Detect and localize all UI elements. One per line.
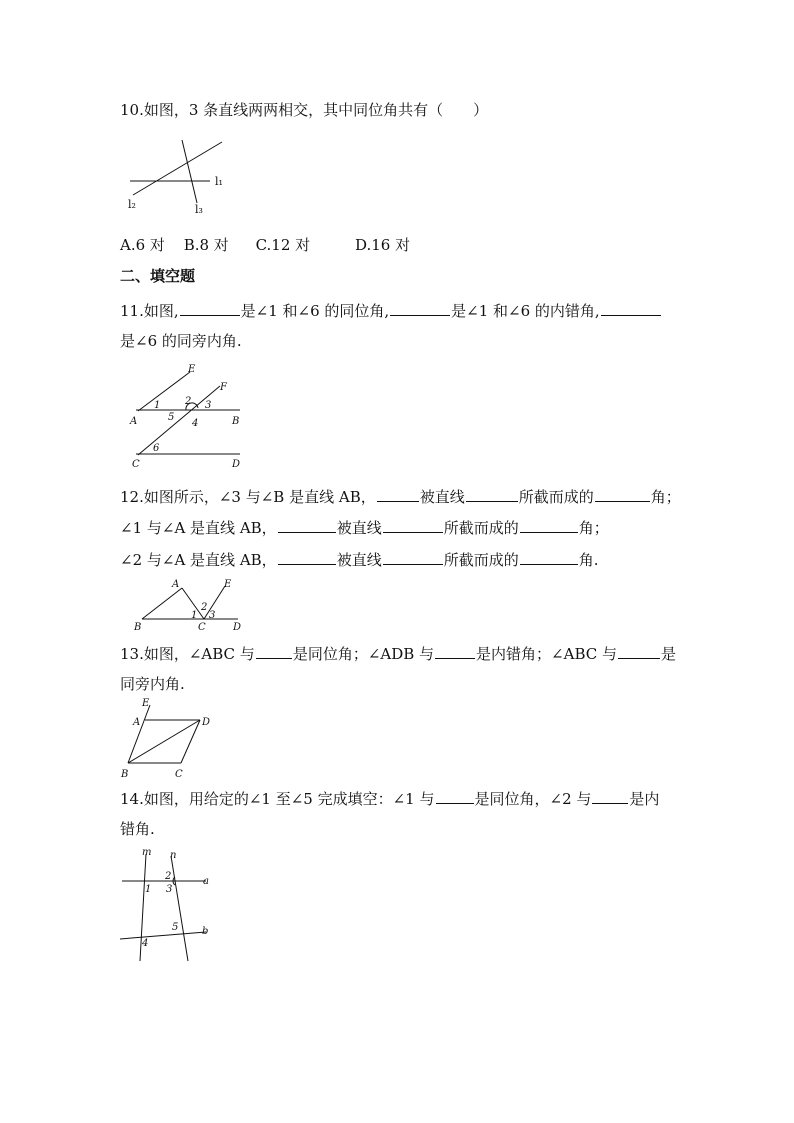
label-n: n xyxy=(170,850,177,861)
q13-seg3: 是 xyxy=(661,645,677,663)
label-a: A xyxy=(133,717,141,728)
q14-seg1: 是同位角，∠2 与 xyxy=(474,790,592,808)
q12-blank-6[interactable] xyxy=(520,517,578,533)
line-eb xyxy=(128,705,150,763)
q12-by-line-3: 被直线 xyxy=(336,551,382,569)
line-n xyxy=(171,856,188,961)
option-d[interactable]: D.16 对 xyxy=(354,236,411,254)
q13-line2: 同旁内角. xyxy=(120,675,185,693)
q11-seg2: 是∠1 和∠6 的内错角, xyxy=(451,302,600,320)
label-e: E xyxy=(224,579,232,590)
q12-blank-5[interactable] xyxy=(383,517,443,533)
angle-3: 3 xyxy=(166,884,173,895)
label-b: B xyxy=(121,769,129,780)
q12-by-line-2: 被直线 xyxy=(336,519,382,537)
label-a: a xyxy=(203,876,209,887)
q14-prefix: 14.如图，用给定的∠1 至∠5 完成填空：∠1 与 xyxy=(120,790,435,808)
q12-cut-3: 所截而成的 xyxy=(443,551,519,569)
q11-line2: 是∠6 的同旁内角. xyxy=(120,332,242,350)
label-m: m xyxy=(142,847,152,858)
q14-line2: 错角. xyxy=(120,820,155,838)
q13-blank-2[interactable] xyxy=(435,643,475,659)
q12-blank-4[interactable] xyxy=(278,517,336,533)
q10-options xyxy=(120,235,410,255)
q12-blank-2[interactable] xyxy=(466,486,518,502)
label-c: C xyxy=(198,622,206,633)
q11-seg1: 是∠1 和∠6 的同位角, xyxy=(240,302,390,320)
label-d: D xyxy=(202,717,211,728)
label-e: E xyxy=(142,698,150,709)
line-l3 xyxy=(182,140,197,203)
label-l2: l₂ xyxy=(128,198,136,211)
line-ba xyxy=(142,588,182,619)
label-d: D xyxy=(233,622,242,633)
q11-blank-2[interactable] xyxy=(390,300,450,316)
q12-line3 xyxy=(120,549,599,570)
q13-blank-3[interactable] xyxy=(618,643,660,659)
q12-blank-3[interactable] xyxy=(595,486,650,502)
angle-1: 1 xyxy=(145,884,152,895)
angle-2: 2 xyxy=(201,602,208,613)
label-b: B xyxy=(134,622,142,633)
q12-end-3: 角. xyxy=(578,551,599,569)
q11-figure xyxy=(128,362,248,474)
label-c: C xyxy=(175,769,183,780)
line-cf xyxy=(138,386,220,455)
q12-cut-1: 所截而成的 xyxy=(518,488,594,506)
q11-blank-1[interactable] xyxy=(180,300,240,316)
label-b: B xyxy=(232,416,240,427)
q12-end-1: 角； xyxy=(650,488,681,506)
angle-5: 5 xyxy=(168,412,175,423)
section-title: 二、填空题 xyxy=(120,267,196,285)
q10-figure xyxy=(125,138,235,218)
q11-blank-3[interactable] xyxy=(601,300,661,316)
label-l1: l₁ xyxy=(215,175,223,188)
label-a: A xyxy=(130,416,138,427)
q12-blank-9[interactable] xyxy=(520,549,578,565)
angle-4: 4 xyxy=(142,938,149,949)
q13-seg2: 是内错角；∠ABC 与 xyxy=(476,645,617,663)
label-a: A xyxy=(172,579,180,590)
q14-line1 xyxy=(120,788,659,809)
q14-blank-1[interactable] xyxy=(436,788,474,804)
line-b xyxy=(120,932,206,939)
q12-line1 xyxy=(120,486,681,507)
option-b[interactable]: B.8 对 xyxy=(183,236,229,254)
q13-line1 xyxy=(120,643,676,664)
angle-3: 3 xyxy=(205,400,212,411)
q12-cut-2: 所截而成的 xyxy=(443,519,519,537)
q11-prefix: 11.如图, xyxy=(120,302,179,320)
q12-l2-prefix: ∠1 与∠A 是直线 AB， xyxy=(120,519,277,537)
label-c: C xyxy=(132,459,140,470)
angle-3: 3 xyxy=(209,610,216,621)
option-a[interactable]: A.6 对 xyxy=(120,236,165,254)
q13-seg1: 是同位角；∠ADB 与 xyxy=(292,645,435,663)
q12-by-line-1: 被直线 xyxy=(419,488,465,506)
q12-l1-prefix: 12.如图所示，∠3 与∠B 是直线 AB， xyxy=(120,488,376,506)
label-f: F xyxy=(220,382,227,393)
q11-line1 xyxy=(120,300,662,321)
line-ae xyxy=(138,372,190,411)
q10-text: 10.如图，3 条直线两两相交，其中同位角共有（ ） xyxy=(120,101,489,119)
q12-blank-8[interactable] xyxy=(383,549,443,565)
angle-5: 5 xyxy=(172,922,179,933)
label-e: E xyxy=(188,364,196,375)
q13-prefix: 13.如图，∠ABC 与 xyxy=(120,645,255,663)
angle-1: 1 xyxy=(191,610,198,621)
label-b: b xyxy=(202,926,209,937)
line-dc xyxy=(181,720,200,763)
q12-l3-prefix: ∠2 与∠A 是直线 AB， xyxy=(120,551,277,569)
angle-4: 4 xyxy=(192,418,199,429)
q12-blank-1[interactable] xyxy=(377,486,419,502)
angle-1: 1 xyxy=(154,400,161,411)
q13-blank-1[interactable] xyxy=(256,643,292,659)
option-c[interactable]: C.12 对 xyxy=(255,236,311,254)
line-l2 xyxy=(133,142,222,195)
q14-blank-2[interactable] xyxy=(592,788,628,804)
angle-2: 2 xyxy=(185,396,192,407)
label-l3: l₃ xyxy=(195,203,203,216)
q12-end-2: 角； xyxy=(578,519,609,537)
q12-line2 xyxy=(120,517,609,538)
q13-figure xyxy=(118,697,218,782)
q12-blank-7[interactable] xyxy=(278,549,336,565)
label-d: D xyxy=(232,459,241,470)
angle-2: 2 xyxy=(165,871,172,882)
q14-figure xyxy=(118,846,218,966)
q12-figure xyxy=(130,578,255,633)
q14-seg2: 是内 xyxy=(629,790,660,808)
angle-6: 6 xyxy=(153,443,160,454)
